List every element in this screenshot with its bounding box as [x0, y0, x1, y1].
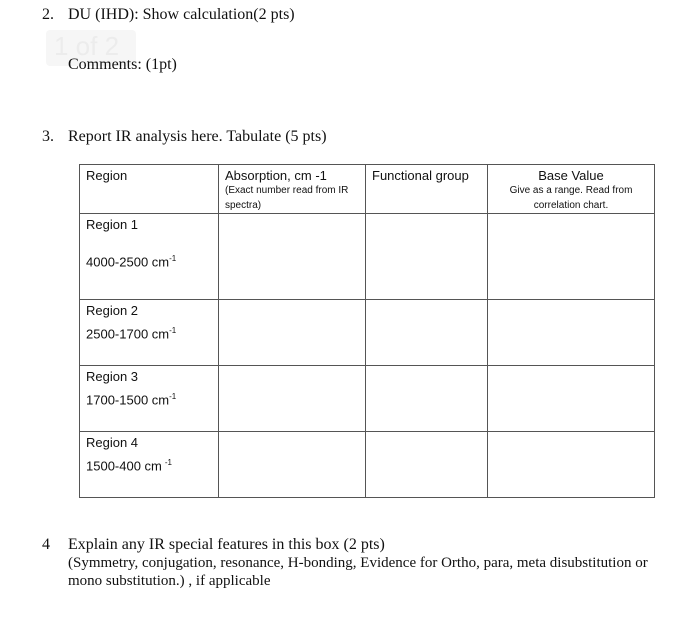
- absorption-answer-cell[interactable]: [219, 214, 366, 300]
- region-name: Region 1: [86, 217, 139, 232]
- base-value-answer-cell[interactable]: [488, 432, 655, 498]
- region-cell: [80, 432, 219, 498]
- header-region-label: Region: [86, 168, 128, 183]
- header-base-value-note: Give as a range. Read from correlation chart.: [509, 185, 633, 211]
- ir-analysis-table: [79, 164, 655, 498]
- region-range-superscript: -1: [169, 326, 177, 336]
- functional-group-answer-cell[interactable]: [366, 432, 488, 498]
- header-cell-functional-group: [366, 165, 488, 214]
- region-range-text: 1500-400 cm: [86, 458, 162, 474]
- region-range: [86, 321, 212, 344]
- header-cell-base-value: [488, 165, 655, 214]
- region-cell: [80, 300, 219, 366]
- table-row: [80, 300, 655, 366]
- question-4-detail: (Symmetry, conjugation, resonance, H-bonding, Evidence for Ortho, para, meta disubstitution or mono substitution.) , if applicable: [68, 555, 648, 589]
- table-header-row: [80, 165, 655, 214]
- base-value-answer-cell[interactable]: [488, 366, 655, 432]
- page-indicator-text: 1 of 2: [54, 31, 120, 61]
- region-range-superscript: -1: [169, 392, 177, 402]
- table-row: [80, 214, 655, 300]
- header-cell-region: [80, 165, 219, 214]
- functional-group-answer-cell[interactable]: [366, 300, 488, 366]
- region-name: Region 2: [86, 303, 139, 319]
- table-row: [80, 366, 655, 432]
- region-range: [86, 453, 212, 476]
- region-cell: [80, 366, 219, 432]
- header-functional-group-label: Functional group: [372, 168, 469, 183]
- region-cell: [80, 214, 219, 300]
- functional-group-answer-cell[interactable]: [366, 366, 488, 432]
- question-4-text: Explain any IR special features in this box (2 pts): [68, 536, 385, 553]
- question-2-number: 2.: [42, 6, 54, 23]
- question-4-number: 4: [42, 536, 50, 553]
- question-2-text: DU (IHD): Show calculation(2 pts): [68, 6, 295, 23]
- region-range: [86, 249, 212, 272]
- absorption-answer-cell[interactable]: [219, 300, 366, 366]
- question-4: [68, 536, 678, 590]
- region-range-text: 2500-1700 cm: [86, 326, 170, 342]
- region-range-text: 4000-2500 cm: [86, 254, 170, 270]
- functional-group-answer-cell[interactable]: [366, 214, 488, 300]
- region-range-text: 1700-1500 cm: [86, 392, 170, 408]
- question-3: [42, 128, 327, 146]
- base-value-answer-cell[interactable]: [488, 300, 655, 366]
- region-range-superscript: -1: [164, 458, 173, 468]
- absorption-answer-cell[interactable]: [219, 432, 366, 498]
- question-3-number: 3.: [42, 128, 54, 145]
- absorption-answer-cell[interactable]: [219, 366, 366, 432]
- header-absorption-note: (Exact number read from IR spectra): [225, 185, 349, 211]
- comments-label: Comments: (1pt): [68, 56, 177, 73]
- region-range-superscript: -1: [169, 254, 177, 263]
- header-cell-absorption: [219, 165, 366, 214]
- region-name: Region 4: [86, 435, 139, 451]
- header-base-value-label: Base Value: [538, 168, 604, 183]
- region-range: [86, 387, 212, 410]
- base-value-answer-cell[interactable]: [488, 214, 655, 300]
- table-row: [80, 432, 655, 498]
- region-name: Region 3: [86, 369, 139, 385]
- header-absorption-label: Absorption, cm -1: [225, 168, 327, 183]
- question-3-text: Report IR analysis here. Tabulate (5 pts): [68, 128, 327, 145]
- question-2: [42, 6, 295, 24]
